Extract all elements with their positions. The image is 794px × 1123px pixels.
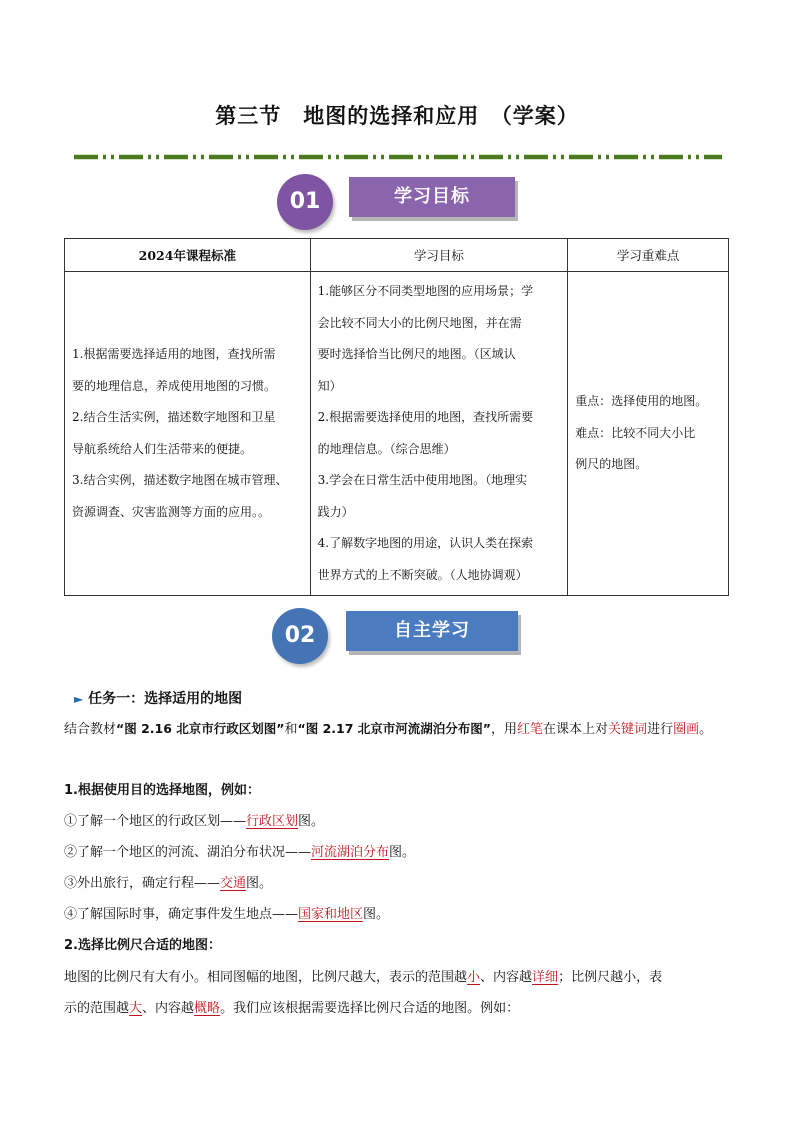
learning-goals-table <box>64 238 729 596</box>
text: 。 <box>699 722 713 737</box>
dashed-divider <box>74 154 722 160</box>
list-item <box>64 806 730 837</box>
page-title: 第三节 地图的选择和应用 （学案） <box>215 104 579 128</box>
highlight-text: 关键词 <box>608 722 648 737</box>
answer-text: 行政区划 <box>246 814 299 829</box>
text: 地图的比例尺有大有小。相同图幅的地图，比例尺越大，表示的范围越 <box>64 970 468 985</box>
answer-text: 国家和地区 <box>298 907 364 922</box>
cell-line: 会比较不同大小的比例尺地图，并在需 <box>317 315 522 330</box>
cell-line: 重点：选择使用的地图。 <box>575 394 708 409</box>
section-label-box <box>346 611 518 651</box>
cell-line: 1.根据需要选择适用的地图，查找所需 <box>72 347 276 361</box>
key-points-cell <box>568 272 729 596</box>
cell-line: 2.根据需要选择使用的地图，查找所需要 <box>317 410 534 424</box>
text: 在课本上对 <box>543 722 609 737</box>
text: 图。 <box>298 814 325 829</box>
cell-line: 知） <box>317 378 342 393</box>
cell-line: 例尺的地图。 <box>575 457 648 472</box>
answer-text: 详细 <box>532 970 559 985</box>
answer-text: 概略 <box>194 1001 221 1016</box>
section-number-circle <box>272 608 328 664</box>
figure-ref: “图 2.17 北京市河流湖泊分布图” <box>297 721 491 736</box>
table-header: 学习重难点 <box>568 239 729 272</box>
triangle-bullet-icon: ► <box>74 692 84 706</box>
list-item <box>64 868 730 899</box>
text: 、内容越 <box>480 970 533 985</box>
cell-line: 世界方式的上不断突破。（人地协调观） <box>317 567 528 582</box>
text: ，用 <box>491 722 518 737</box>
task-heading-text: 任务一：选择适用的地图 <box>88 691 243 707</box>
figure-ref: “图 2.16 北京市行政区划图” <box>116 721 285 736</box>
subsection-title: 1.根据使用目的选择地图，例如： <box>64 783 260 798</box>
cell-line: 4.了解数字地图的用途，认识人类在探索 <box>317 536 534 550</box>
cell-line: 3.学会在日常生活中使用地图。（地理实 <box>317 473 528 487</box>
subsection-title: 2.选择比例尺合适的地图： <box>64 938 221 953</box>
section-badge-self-study <box>272 606 524 664</box>
text: 进行 <box>647 722 674 737</box>
answer-text: 交通 <box>220 876 247 891</box>
goals-cell <box>310 272 568 596</box>
cell-line: 难点：比较不同大小比 <box>575 425 696 440</box>
section-number-circle <box>277 174 333 230</box>
section-number: 01 <box>289 189 321 214</box>
text: ②了解一个地区的河流、湖泊分布状况—— <box>64 845 312 860</box>
cell-line: 的地理信息。（综合思维） <box>317 441 456 456</box>
answer-text: 大 <box>129 1001 143 1016</box>
list-item <box>64 837 730 868</box>
table-header: 学习目标 <box>310 239 568 272</box>
cell-line: 导航系统给人们生活带来的便捷。 <box>72 441 253 456</box>
answer-text: 小 <box>467 970 481 985</box>
section-label: 学习目标 <box>394 186 470 207</box>
section-badge-goals <box>277 172 522 230</box>
table-header: 2024年课程标准 <box>65 239 311 272</box>
cell-line: 1.能够区分不同类型地图的应用场景；学 <box>317 284 534 298</box>
cell-line: 资源调查、灾害监测等方面的应用。。 <box>72 504 271 519</box>
cell-line: 3.结合实例，描述数字地图在城市管理、 <box>72 473 288 487</box>
text: ③外出旅行，确定行程—— <box>64 876 221 891</box>
table-row <box>65 272 729 596</box>
section-label-box <box>349 177 515 217</box>
text: 。我们应该根据需要选择比例尺合适的地图。例如： <box>220 1001 520 1016</box>
highlight-text: 圈画 <box>673 722 700 737</box>
list-item <box>64 899 730 930</box>
highlight-text: 红笔 <box>517 722 544 737</box>
text: ；比例尺越小，表 <box>558 970 663 985</box>
text: 和 <box>284 722 298 737</box>
cell-line: 要的地理信息，养成使用地图的习惯。 <box>72 378 277 393</box>
task-intro <box>64 713 730 745</box>
cell-line: 践力） <box>317 504 354 519</box>
text: 图。 <box>389 845 416 860</box>
task-heading <box>74 688 242 708</box>
text: ①了解一个地区的行政区划—— <box>64 814 247 829</box>
text: 图。 <box>363 907 390 922</box>
text: 示的范围越 <box>64 1001 130 1016</box>
scale-paragraph <box>64 962 730 1024</box>
text: ④了解国际时事，确定事件发生地点—— <box>64 907 299 922</box>
section-label: 自主学习 <box>394 620 470 641</box>
text: 图。 <box>246 876 273 891</box>
text: 结合教材 <box>64 722 117 737</box>
text: 、内容越 <box>142 1001 195 1016</box>
answer-text: 河流湖泊分布 <box>311 845 390 860</box>
cell-line: 2.结合生活实例，描述数字地图和卫星 <box>72 410 276 424</box>
standards-cell <box>65 272 311 596</box>
cell-line: 要时选择恰当比例尺的地图。（区域认 <box>317 347 516 361</box>
table-header-row <box>65 239 729 272</box>
section-number: 02 <box>284 623 316 648</box>
